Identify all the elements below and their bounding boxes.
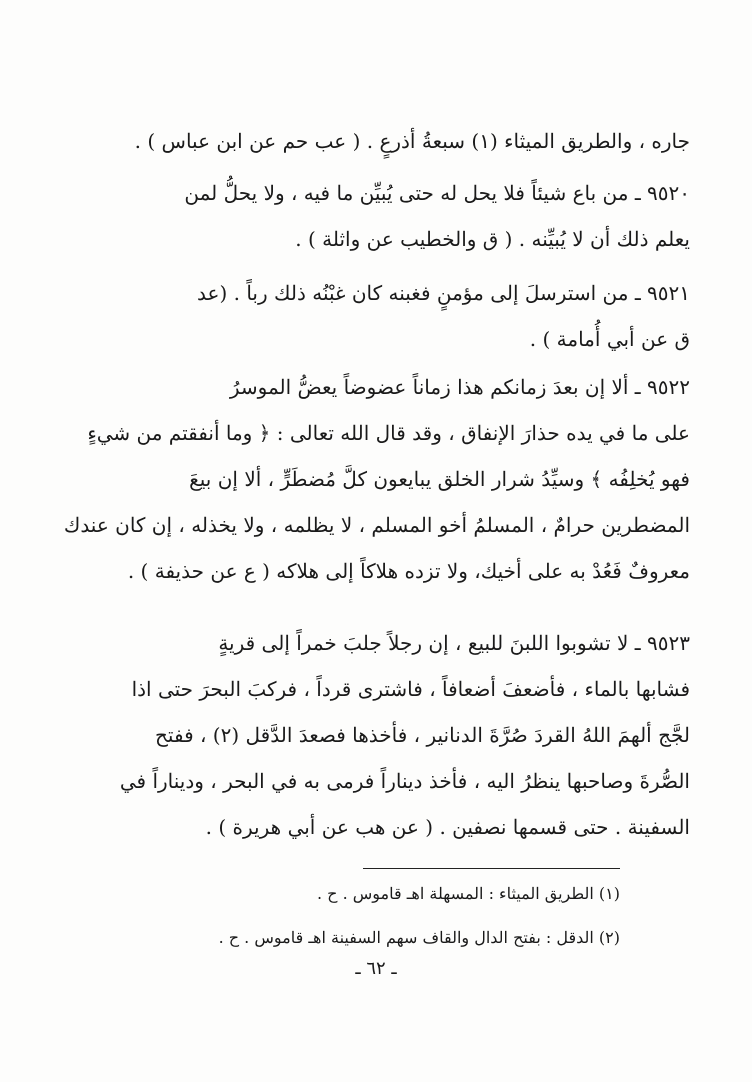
- footnotes: [100, 872, 620, 960]
- text-line: ٩٥٢٢ ـ ألا إن بعدَ زمانكم هذا زماناً عضوضاً يعضُّ الموسرُ: [229, 375, 690, 399]
- text-line: السفينة . حتى قسمها نصفين . ( عن هب عن أبي هريرة ) .: [205, 815, 690, 839]
- page-number: ـ ٦٢ ـ: [355, 958, 397, 979]
- text-line: ٩٥٢٠ ـ من باع شيئاً فلا يحل له حتى يُبيِّن ما فيه ، ولا يحلُّ لمن: [184, 181, 690, 205]
- hadith-9521: [50, 270, 690, 362]
- hadith-9523: [50, 620, 690, 850]
- text-line: المضطرين حرامٌ ، المسلمُ أخو المسلم ، لا يظلمه ، ولا يخذله ، إن كان عندك: [63, 513, 690, 537]
- text-line: لجَّج ألهمَ اللهُ القردَ صُرَّةَ الدنانير ، فأخذها فصعدَ الدَّقل (٢) ، ففتح: [155, 723, 690, 747]
- text-line: ق عن أبي أُمامة ) .: [529, 327, 690, 351]
- paragraph-continuation: [50, 118, 690, 164]
- text-line: معروفٌ فَعُدْ به على أخيك، ولا تزده هلاكاً إلى هلاكه ( ع عن حذيفة ) .: [127, 559, 690, 583]
- text-line: فهو يُخلِفُه ﴾ وسيِّدُ شرار الخلق يبايعون كلَّ مُضطَرٍّ ، ألا إن بيعَ: [189, 467, 690, 491]
- hadith-9522: [50, 364, 690, 594]
- hadith-9520: [50, 170, 690, 262]
- main-text: [50, 118, 690, 164]
- footnote-1: (١) الطريق الميثاء : المسهلة اهـ قاموس . ح .: [317, 884, 620, 903]
- text-line: يعلم ذلك أن لا يُبيِّنه . ( ق والخطيب عن واثلة ) .: [295, 227, 690, 251]
- text-line: فشابها بالماء ، فأضعفَ أضعافاً ، فاشترى قرداً ، فركبَ البحرَ حتى اذا: [131, 677, 690, 701]
- text-line: ٩٥٢٣ ـ لا تشوبوا اللبنَ للبيع ، إن رجلاً جلبَ خمراً إلى قريةٍ: [218, 631, 690, 655]
- text-line: جاره ، والطريق الميثاء (١) سبعةُ أذرعٍ . ( عب حم عن ابن عباس ) .: [134, 129, 690, 153]
- text-line: الصُّرةَ وصاحبها ينظرُ اليه ، فأخذ ديناراً فرمى به في البحر ، وديناراً في: [119, 769, 690, 793]
- footnote-2: (٢) الدقل : بفتح الدال والقاف سهم السفينة اهـ قاموس . ح .: [218, 928, 620, 947]
- footnote-divider: [363, 868, 620, 869]
- text-line: ٩٥٢١ ـ من استرسلَ إلى مؤمنٍ فغبنه كان غبْنُه ذلك رباً . (عد: [197, 281, 690, 305]
- text-line: على ما في يده حذارَ الإنفاق ، وقد قال الله تعالى : ﴿ وما أنفقتم من شيءٍ: [87, 421, 690, 445]
